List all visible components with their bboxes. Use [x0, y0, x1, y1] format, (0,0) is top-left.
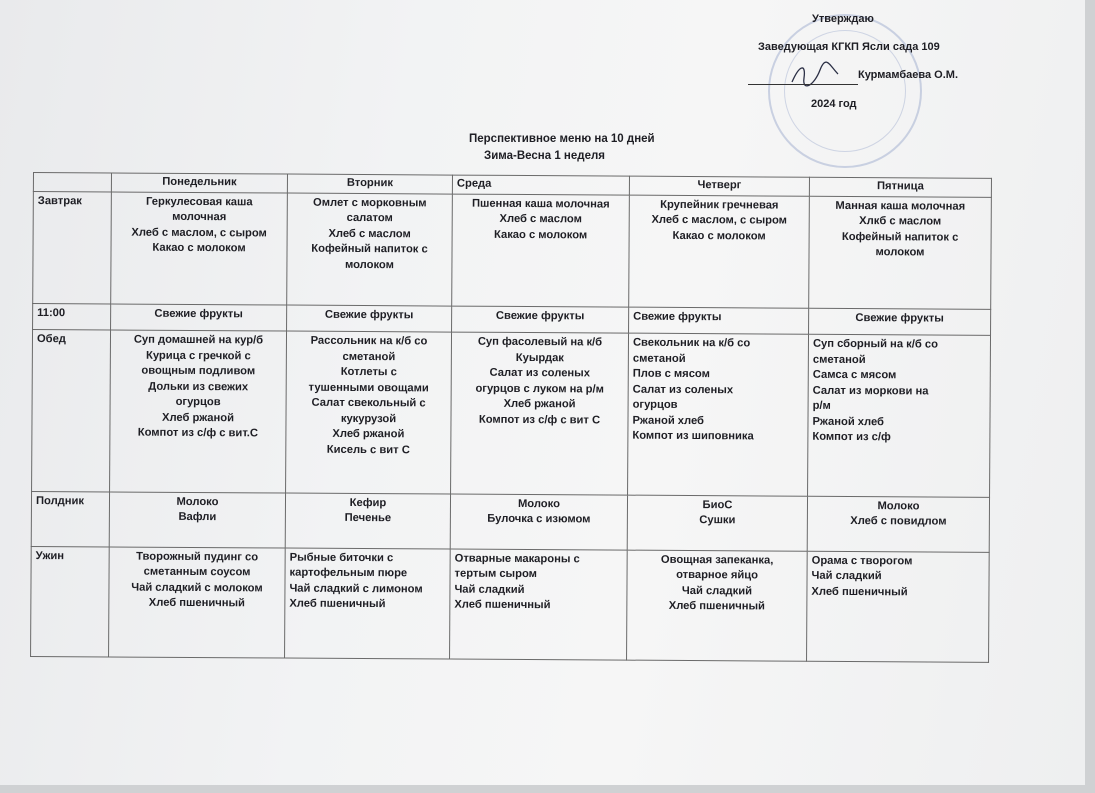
day-header: Среда — [452, 175, 629, 195]
meal-row — [32, 330, 991, 497]
day-header: Понедельник — [111, 173, 287, 193]
dish-line: овощным подливом — [141, 364, 256, 378]
dish-line: кукурузой — [340, 412, 397, 426]
dish-line: молочная — [172, 210, 227, 224]
dish-line: Салат из соленых — [489, 367, 591, 380]
dish-line: Свежие фрукты — [154, 307, 243, 321]
dish-line: Вафли — [178, 510, 217, 524]
dish-line: Хлеб пшеничный — [148, 596, 245, 610]
approver-name: Курмамбаева О.М. — [858, 69, 959, 81]
dish-line: огурцов с луком на р/м — [475, 382, 604, 396]
dish-line: Плов с мясом — [632, 367, 710, 381]
dish-line: Самса с мясом — [812, 369, 897, 382]
dish-line: Свежие фрукты — [633, 310, 722, 323]
dish-line: салатом — [346, 211, 393, 225]
meal-label: Обед — [32, 330, 111, 492]
dish-line: Ржаной хлеб — [812, 415, 885, 429]
menu-subtitle: Зима-Весна 1 неделя — [484, 150, 605, 162]
dish-line: Компот из с/ф с вит С — [478, 413, 601, 427]
dish-line: Крупейник гречневая — [660, 198, 779, 212]
dish-line: Пшенная каша молочная — [471, 197, 610, 211]
dish-line: Хлкб с маслом — [859, 215, 942, 228]
approver-position: Заведующая КГКП Ясли сада 109 — [758, 41, 940, 53]
dish-line: Хлеб с маслом, с сыром — [131, 226, 267, 239]
dish-line: Какао с молоком — [672, 229, 766, 242]
dish-line: Куырдак — [515, 351, 564, 365]
menu-cell — [109, 547, 286, 658]
menu-cell — [628, 333, 809, 495]
dish-line: тертым сыром — [454, 567, 537, 581]
dish-line: сметаной — [812, 353, 866, 366]
menu-cell — [450, 494, 627, 550]
menu-cell — [451, 332, 629, 494]
dish-line: Творожный пудинг со — [136, 550, 259, 564]
menu-title: Перспективное меню на 10 дней — [469, 133, 655, 145]
menu-cell — [807, 551, 990, 662]
dish-line: Кисель с вит С — [326, 443, 410, 457]
dish-line: р/м — [812, 400, 831, 413]
dish-line: Дольки из свежих — [148, 380, 249, 394]
dish-line: Геркулесовая каша — [146, 195, 253, 208]
menu-cell — [809, 196, 992, 309]
dish-line: Кофейный напиток с — [841, 230, 959, 244]
dish-line: Чай сладкий с молоком — [131, 581, 263, 595]
dish-line: Рассольник на к/б со — [310, 335, 428, 348]
dish-line: Хлеб с маслом — [499, 212, 582, 226]
dish-line: Кефир — [349, 496, 387, 509]
dish-line: молоком — [875, 246, 925, 259]
menu-cell — [629, 195, 810, 308]
dish-line: Какао с молоком — [493, 228, 588, 241]
dish-line: Курица с гречкой с — [145, 349, 251, 363]
dish-line: сметанным соусом — [143, 565, 251, 579]
meal-label: Полдник — [31, 491, 109, 547]
day-header: Четверг — [629, 176, 809, 196]
menu-cell — [111, 304, 287, 332]
meal-label: Завтрак — [33, 191, 112, 304]
day-header: Пятница — [809, 177, 991, 197]
menu-cell — [109, 492, 285, 548]
menu-cell — [287, 305, 452, 333]
dish-line: Хлеб пшеничный — [811, 585, 908, 599]
dish-line: Компот из с/ф — [812, 431, 891, 444]
menu-cell — [627, 495, 807, 551]
dish-line: Кофейный напиток с — [311, 242, 428, 256]
menu-cell — [452, 306, 629, 334]
dish-line: Компот из с/ф с вит.С — [137, 426, 259, 440]
dish-line: Суп сборный на к/б со — [812, 338, 938, 351]
dish-line: Ржаной хлеб — [632, 414, 705, 427]
menu-cell — [452, 194, 630, 307]
dish-line: БиоС — [702, 498, 733, 511]
menu-cell — [809, 308, 991, 336]
dish-line: Омлет с морковным — [313, 196, 427, 209]
meal-label: 11:00 — [33, 303, 111, 330]
menu-cell — [287, 193, 453, 306]
corner-cell — [33, 173, 111, 192]
dish-line: Чай сладкий — [681, 584, 753, 598]
dish-line: Манная каша молочная — [835, 199, 966, 213]
dish-line: картофельным пюре — [289, 566, 408, 580]
dish-line: Хлеб ржаной — [332, 428, 405, 441]
menu-cell — [629, 307, 809, 335]
dish-line: Орама с творогом — [811, 554, 913, 568]
approve-heading: Утверждаю — [812, 13, 874, 25]
dish-line: молоком — [344, 258, 394, 271]
dish-line: Компот из шиповника — [632, 429, 754, 443]
dish-line: сметаной — [342, 350, 396, 364]
dish-line: Суп домашней на кур/б — [133, 333, 264, 347]
signature-line — [748, 84, 858, 85]
menu-cell — [627, 550, 808, 661]
dish-line: Булочка с изюмом — [487, 512, 591, 526]
menu-cell — [286, 331, 452, 493]
menu-cell — [285, 493, 450, 549]
dish-line: Свекольник на к/б со — [632, 336, 751, 350]
dish-line: отварное яйцо — [676, 569, 759, 582]
menu-cell — [111, 191, 288, 304]
dish-line: Хлеб ржаной — [503, 398, 576, 411]
dish-line: Хлеб пшеничный — [289, 597, 386, 611]
dish-line: Салат из соленых — [632, 383, 734, 397]
dish-line: Свежие фрукты — [324, 308, 414, 322]
day-header: Вторник — [287, 174, 452, 194]
meal-row — [31, 546, 990, 662]
dish-line: Салат свекольный с — [311, 397, 426, 410]
round-stamp-icon — [768, 14, 922, 168]
meal-row — [31, 491, 989, 552]
dish-line: Молоко — [176, 495, 219, 508]
dish-line: Котлеты с — [340, 366, 397, 379]
dish-line: сметаной — [632, 352, 686, 365]
menu-cell — [285, 548, 451, 659]
dish-line: Хлеб с маслом, с сыром — [651, 213, 787, 227]
dish-line: Хлеб пшеничный — [454, 598, 551, 612]
approval-year: 2024 год — [811, 98, 857, 110]
dish-line: Сушки — [699, 514, 736, 527]
dish-line: Чай сладкий — [454, 583, 525, 596]
dish-line: Свежие фрукты — [855, 311, 944, 325]
dish-line: Молоко — [517, 497, 560, 510]
meal-row — [33, 191, 992, 309]
menu-cell — [808, 335, 991, 497]
dish-line: Отварные макароны с — [454, 552, 580, 566]
dish-line: Свежие фрукты — [495, 309, 585, 323]
dish-line: Печенье — [344, 512, 392, 525]
meal-label: Ужин — [31, 546, 110, 657]
dish-line: Суп фасолевый на к/б — [477, 336, 603, 349]
dish-line: огурцов — [632, 398, 678, 412]
dish-line: Овощная запеканка, — [660, 553, 774, 567]
menu-table — [30, 172, 992, 663]
dish-line: Хлеб с маслом — [328, 227, 411, 240]
menu-cell — [450, 549, 628, 660]
menu-cell — [110, 330, 287, 492]
dish-line: Чай сладкий — [811, 569, 882, 583]
menu-cell — [807, 496, 989, 552]
dish-line: Рыбные биточки с — [289, 551, 394, 564]
dish-line: Хлеб пшеничный — [668, 600, 765, 613]
dish-line: тушенными овощами — [308, 381, 429, 395]
dish-line: Салат из моркови на — [812, 384, 929, 398]
dish-line: Молоко — [877, 499, 920, 513]
dish-line: огурцов — [175, 396, 221, 409]
dish-line: Чай сладкий с лимоном — [289, 582, 423, 596]
dish-line: Хлеб ржаной — [161, 411, 235, 425]
dish-line: Какао с молоком — [152, 241, 246, 255]
dish-line: Хлеб с повидлом — [850, 515, 947, 528]
